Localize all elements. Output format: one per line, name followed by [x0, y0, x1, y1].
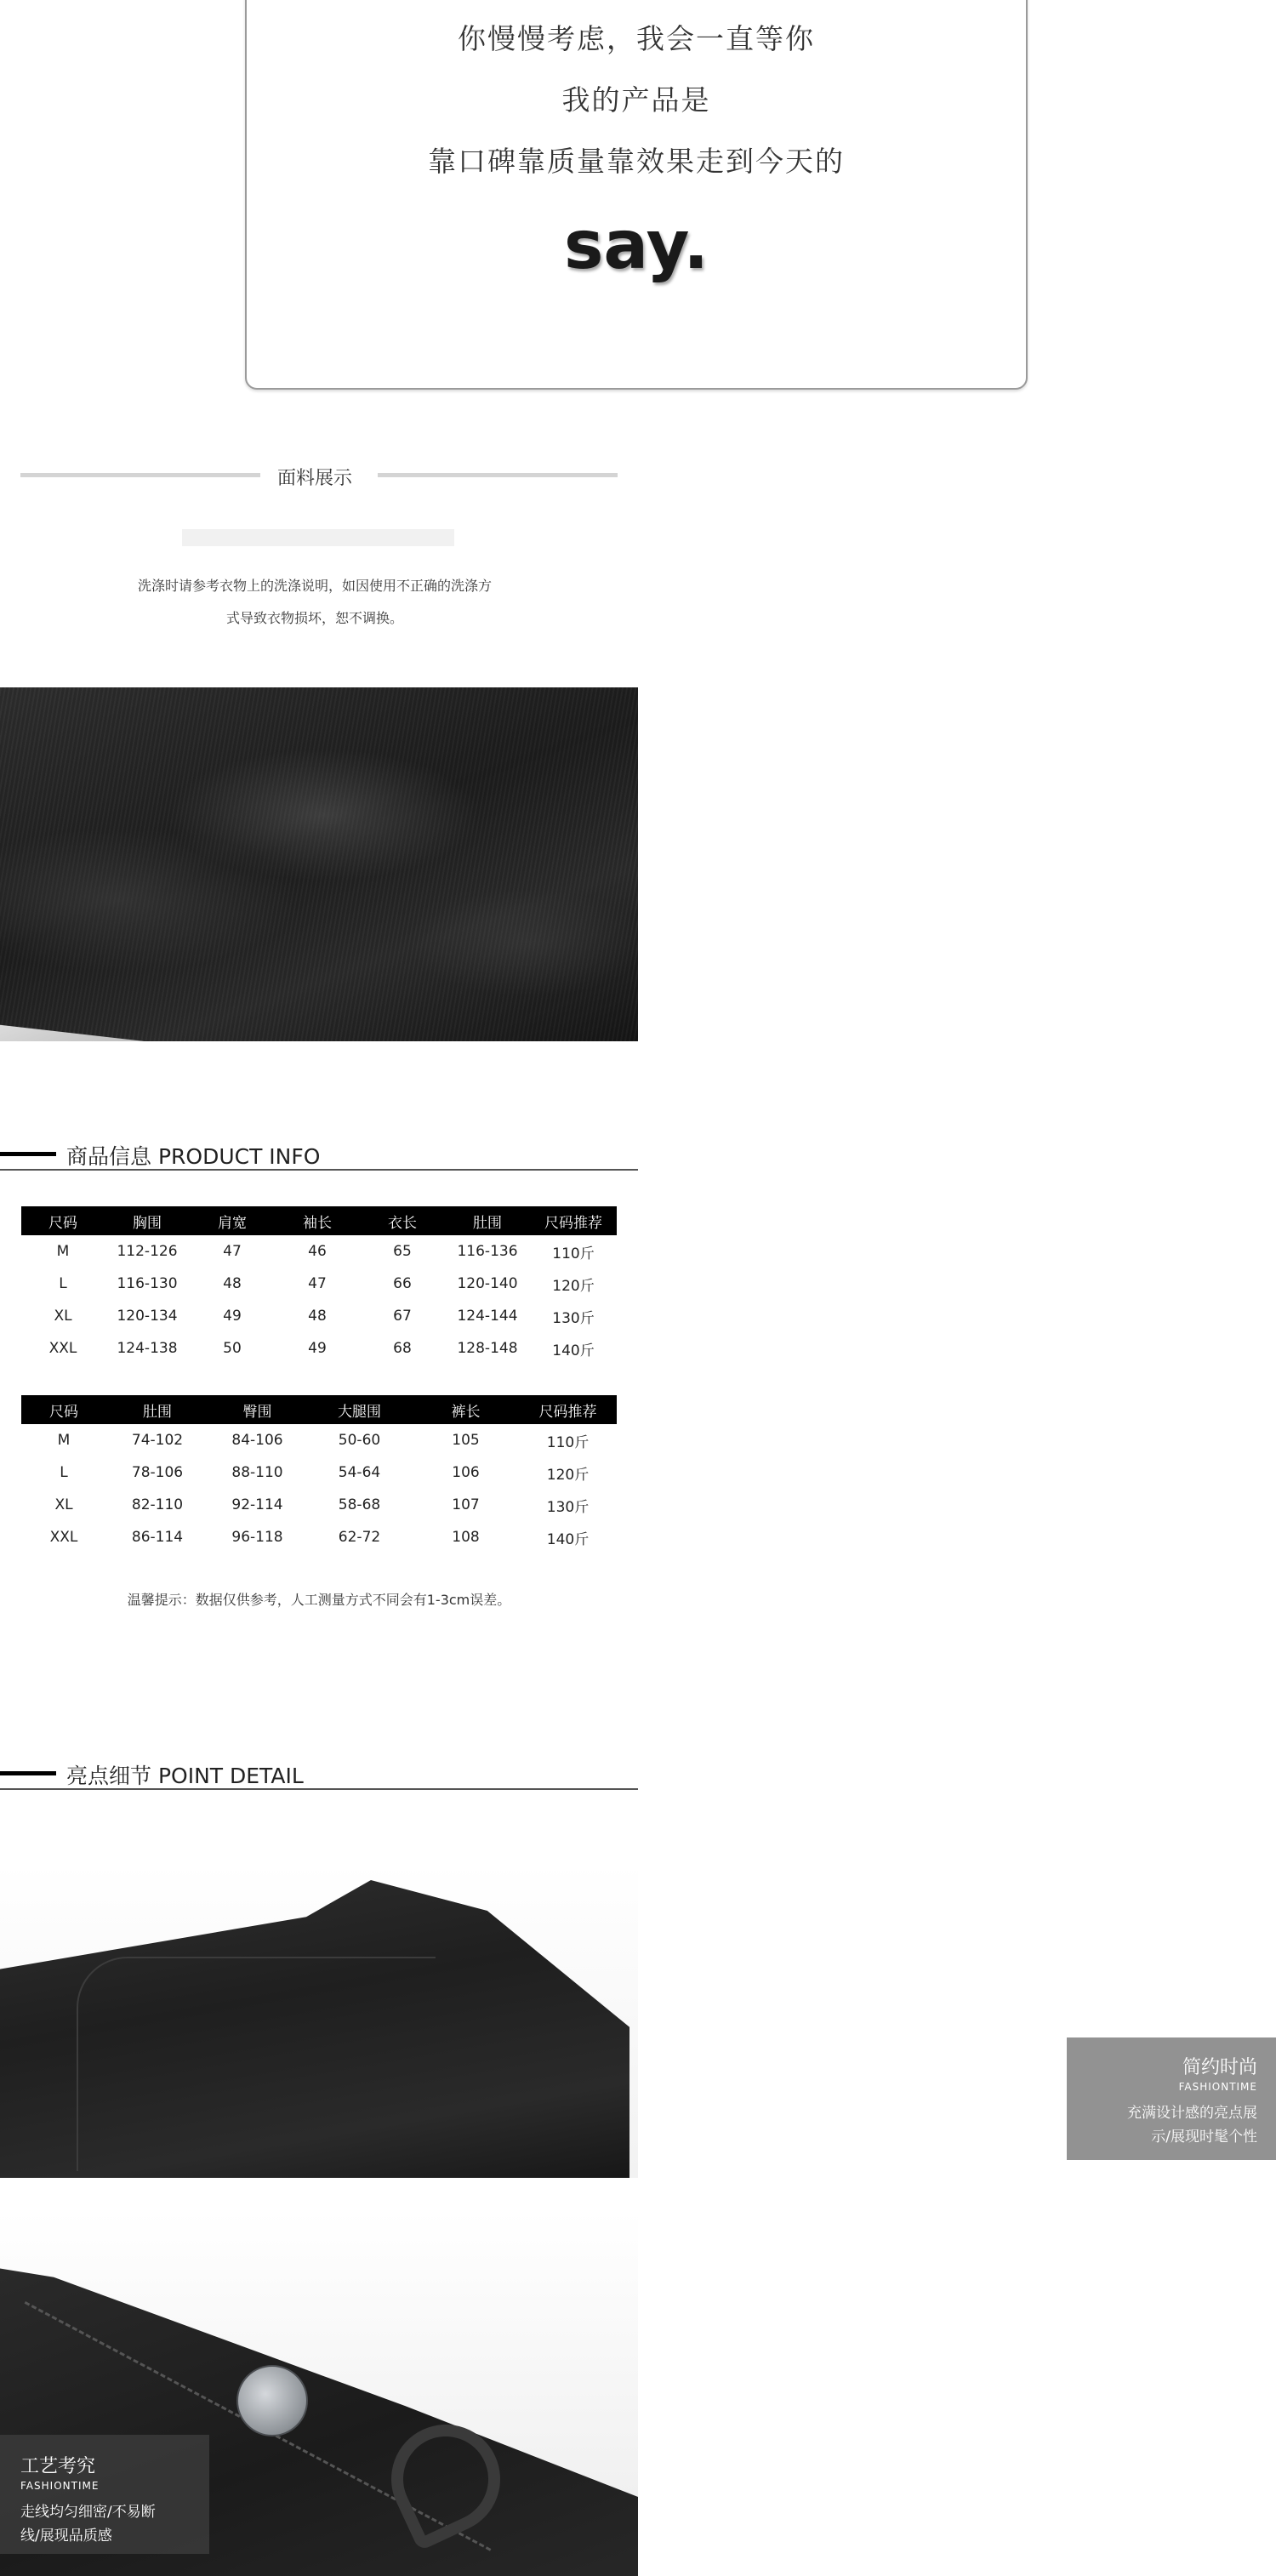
table-cell: 107 [452, 1496, 480, 1513]
table-cell: 88-110 [231, 1464, 283, 1481]
table-cell: 116-130 [117, 1275, 178, 1292]
promo-line-2: 我的产品是 [561, 83, 711, 117]
table-row [21, 1300, 617, 1332]
table-header-cell: 尺码 [21, 1206, 105, 1235]
table-header-cell: 尺码推荐 [530, 1206, 617, 1235]
table-cell: 49 [308, 1340, 327, 1357]
table-cell: 130斤 [552, 1309, 595, 1327]
top-size-table-header [21, 1206, 617, 1235]
table-cell: 78-106 [131, 1464, 184, 1481]
table-cell: 105 [452, 1432, 480, 1449]
promo-line-3: 靠口碑靠质量靠效果走到今天的 [428, 145, 845, 178]
bottom-size-table [21, 1395, 617, 1553]
table-row [21, 1521, 617, 1553]
point-detail-title: 亮点细节 POINT DETAIL [66, 1764, 304, 1788]
bottom-size-table-header [21, 1395, 617, 1424]
table-cell: 120斤 [546, 1466, 590, 1484]
table-cell: 140斤 [546, 1530, 590, 1548]
detail-caption-1-title: 简约时尚 [1182, 2057, 1257, 2078]
table-cell: 67 [393, 1308, 412, 1325]
table-header-cell: 肚围 [445, 1206, 530, 1235]
table-cell: 92-114 [231, 1496, 283, 1513]
table-cell: 47 [223, 1243, 242, 1260]
promo-card [245, 0, 1028, 390]
table-header-cell: 臀围 [208, 1395, 306, 1424]
table-row [21, 1456, 617, 1489]
fabric-photo-floor [0, 1014, 145, 1041]
table-cell: L [60, 1464, 68, 1481]
table-cell: 124-138 [117, 1340, 178, 1357]
table-row [21, 1332, 617, 1365]
table-cell: 46 [308, 1243, 327, 1260]
detail-caption-1-desc-1: 充满设计感的亮点展 [1127, 2105, 1257, 2122]
table-cell: 130斤 [546, 1498, 590, 1516]
table-cell: 120-134 [117, 1308, 178, 1325]
table-cell: XL [54, 1496, 73, 1513]
table-cell: 110斤 [546, 1433, 590, 1451]
detail-caption-1 [1067, 2037, 1276, 2160]
table-row [21, 1424, 617, 1456]
table-cell: 58-68 [338, 1496, 381, 1513]
table-header-cell: 尺码 [21, 1395, 106, 1424]
promo-line-1: 你慢慢考虑，我会一直等你 [458, 22, 815, 55]
table-cell: 48 [308, 1308, 327, 1325]
table-cell: 84-106 [231, 1432, 283, 1449]
table-cell: XL [54, 1308, 72, 1325]
table-header-cell: 裤长 [413, 1395, 519, 1424]
table-cell: 66 [393, 1275, 412, 1292]
fabric-title-rule-left [20, 473, 260, 477]
top-size-table [21, 1206, 617, 1365]
table-cell: M [56, 1243, 70, 1260]
detail-caption-2-desc-1: 走线均匀细密/不易断 [20, 2504, 156, 2521]
button-disc [236, 2365, 308, 2436]
table-header-cell: 肩宽 [190, 1206, 275, 1235]
table-cell: 120斤 [552, 1277, 595, 1295]
wash-note-line-1: 洗涤时请参考衣物上的洗涤说明，如因使用不正确的洗涤方 [137, 578, 492, 594]
table-cell: L [59, 1275, 67, 1292]
table-cell: 68 [393, 1340, 412, 1357]
detail-caption-2-title: 工艺考究 [20, 2456, 96, 2477]
table-cell: 47 [308, 1275, 327, 1292]
point-detail-dash [0, 1771, 56, 1775]
wash-note-line-2: 式导致衣物损坏，恕不调换。 [225, 610, 403, 626]
table-cell: 50 [223, 1340, 242, 1357]
table-cell: M [57, 1432, 71, 1449]
fabric-title: 面料展示 [277, 468, 353, 489]
fabric-placeholder-bar [182, 529, 454, 546]
detail-caption-2-desc-2: 线/展现品质感 [20, 2528, 112, 2545]
table-cell: 96-118 [231, 1529, 283, 1546]
table-header-cell: 大腿围 [306, 1395, 413, 1424]
fabric-title-rule-right [378, 473, 618, 477]
table-cell: 108 [452, 1529, 480, 1546]
detail-caption-2 [0, 2435, 209, 2554]
table-cell: 50-60 [338, 1432, 381, 1449]
table-header-cell: 肚围 [106, 1395, 208, 1424]
table-cell: 82-110 [131, 1496, 184, 1513]
table-cell: 112-126 [117, 1243, 178, 1260]
table-cell: 74-102 [131, 1432, 184, 1449]
pants-seam [77, 1957, 436, 2171]
table-cell: 86-114 [131, 1529, 184, 1546]
table-cell: 54-64 [338, 1464, 381, 1481]
promo-say: say. [564, 208, 709, 284]
table-cell: 116-136 [457, 1243, 518, 1260]
detail-caption-1-desc-2: 示/展现时髦个性 [1151, 2129, 1257, 2146]
table-cell: 65 [393, 1243, 412, 1260]
table-row [21, 1235, 617, 1268]
table-header-cell: 尺码推荐 [519, 1395, 617, 1424]
table-cell: 106 [452, 1464, 480, 1481]
detail-caption-2-en: FASHIONTIME [20, 2480, 100, 2492]
table-cell: 48 [223, 1275, 242, 1292]
table-cell: 128-148 [457, 1340, 518, 1357]
table-cell: 120-140 [457, 1275, 518, 1292]
table-cell: 140斤 [552, 1342, 595, 1359]
table-header-cell: 衣长 [360, 1206, 445, 1235]
table-row [21, 1489, 617, 1521]
table-row [21, 1268, 617, 1300]
fabric-photo [0, 687, 638, 1041]
product-info-title: 商品信息 PRODUCT INFO [66, 1144, 321, 1169]
table-cell: XXL [48, 1340, 77, 1357]
detail-photo-waistband [0, 1829, 638, 2178]
table-cell: 62-72 [338, 1529, 381, 1546]
table-header-cell: 胸围 [105, 1206, 190, 1235]
table-cell: XXL [49, 1529, 78, 1546]
table-cell: 124-144 [457, 1308, 518, 1325]
size-tip: 温馨提示：数据仅供参考，人工测量方式不同会有1-3cm误差。 [127, 1592, 511, 1608]
table-header-cell: 袖长 [275, 1206, 360, 1235]
table-cell: 110斤 [552, 1245, 595, 1262]
table-cell: 49 [223, 1308, 242, 1325]
product-info-dash [0, 1152, 56, 1156]
detail-caption-1-en: FASHIONTIME [1178, 2081, 1257, 2093]
